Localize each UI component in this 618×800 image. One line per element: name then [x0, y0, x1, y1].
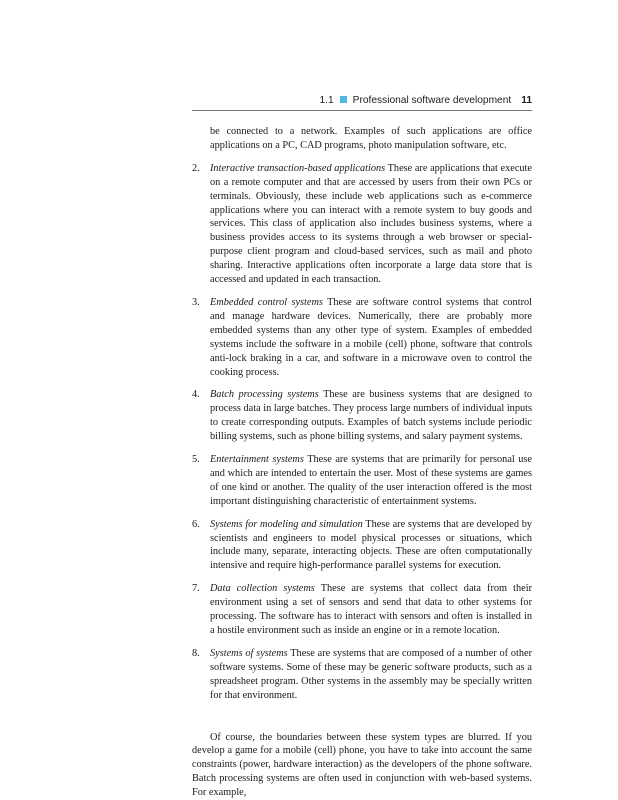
- list-item-text: These are systems that are composed of a number of other software systems. Some of these may be generic software products, such as a spreadsheet program. Other systems in the assembly may be specially written for that environment.: [210, 647, 533, 701]
- list-item: [192, 518, 532, 574]
- page-body: [192, 125, 532, 800]
- page-number: 11: [521, 95, 532, 106]
- list-item-text: These are business systems that are designed to process data in large batches. They process large numbers of individual inputs to create corresponding outputs. Examples of batch systems include periodic billing systems, such as phone billing systems, and salary payment systems.: [210, 389, 533, 443]
- running-header: [192, 95, 532, 106]
- list-item-number: 4.: [192, 389, 200, 401]
- list-item-text: These are systems that are primarily for personal use and which are intended to entertain the user. Most of these systems are games of one kind or another. The quality of the user interaction offered is the most important distinguishing characteristic of entertainment systems.: [210, 454, 532, 507]
- section-number: 1.1: [319, 95, 334, 106]
- system-types-list: [192, 162, 532, 703]
- closing-paragraph: Of course, the boundaries between these system types are blurred. If you develop a game for a mobile (cell) phone, you have to take into account the same constraints (power, hardware interaction) as the developers of the phone software. Batch processing systems are often used in conjunction with web-based systems. For example,: [192, 731, 532, 799]
- list-item-number: 7.: [192, 583, 200, 595]
- list-item-term: Interactive transaction-based applications: [210, 162, 386, 174]
- list-item-term: Embedded control systems: [210, 296, 323, 308]
- list-item-text: These are applications that execute on a remote computer and that are accessed by users from their own PCs or terminals. Obviously, these include web applications such as e-commerce applications where you can interact with a remote system to buy goods and services. This class of application also includes business systems, where a business provides access to its systems through a web browser or special-purpose client program and cloud-based services, such as mail and photo sharing. Interactive applications often incorporate a large data store that is accessed and updated in each transaction.: [210, 162, 532, 286]
- list-item-term: Data collection systems: [210, 583, 315, 595]
- list-item: [192, 388, 532, 444]
- list-item-term: Entertainment systems: [210, 454, 304, 466]
- list-item-number: 5.: [192, 454, 200, 466]
- continued-paragraph: be connected to a network. Examples of such applications are office applications on a PC, CAD programs, photo manipulation software, etc.: [210, 126, 532, 151]
- list-item-term: Batch processing systems: [210, 389, 319, 401]
- list-item: [192, 162, 532, 287]
- section-title: Professional software development: [352, 95, 512, 106]
- list-item-number: 3.: [192, 296, 200, 308]
- list-item-text: These are systems that collect data from their environment using a set of sensors and send that data to other systems for processing. The software has to interact with sensors and often is installed in a hostile environment such as inside an engine or in a remote location.: [210, 583, 533, 636]
- list-item-term: Systems of systems: [210, 647, 288, 659]
- list-item: [192, 582, 532, 638]
- list-item: [192, 647, 532, 703]
- header-rule: [192, 110, 532, 111]
- list-item-number: 2.: [192, 162, 200, 174]
- list-item: [192, 453, 532, 509]
- list-item-term: Systems for modeling and simulation: [210, 518, 363, 530]
- list-item: [192, 296, 532, 379]
- list-item-number: 8.: [192, 647, 200, 659]
- list-item-text: These are systems that are developed by scientists and engineers to model physical processes or situations, which include many, separate, interacting objects. These are often computationally intensive and require high-performance parallel systems for execution.: [210, 518, 532, 572]
- list-item-number: 6.: [192, 518, 200, 530]
- list-item-text: These are software control systems that control and manage hardware devices. Numerically, there are probably more embedded systems than any other type of system. Examples of embedded systems include the software in a mobile (cell) phone, software that controls anti-lock braking in a car, and software in a microwave oven to control the cooking process.: [210, 296, 533, 378]
- section-marker-icon: [340, 96, 347, 103]
